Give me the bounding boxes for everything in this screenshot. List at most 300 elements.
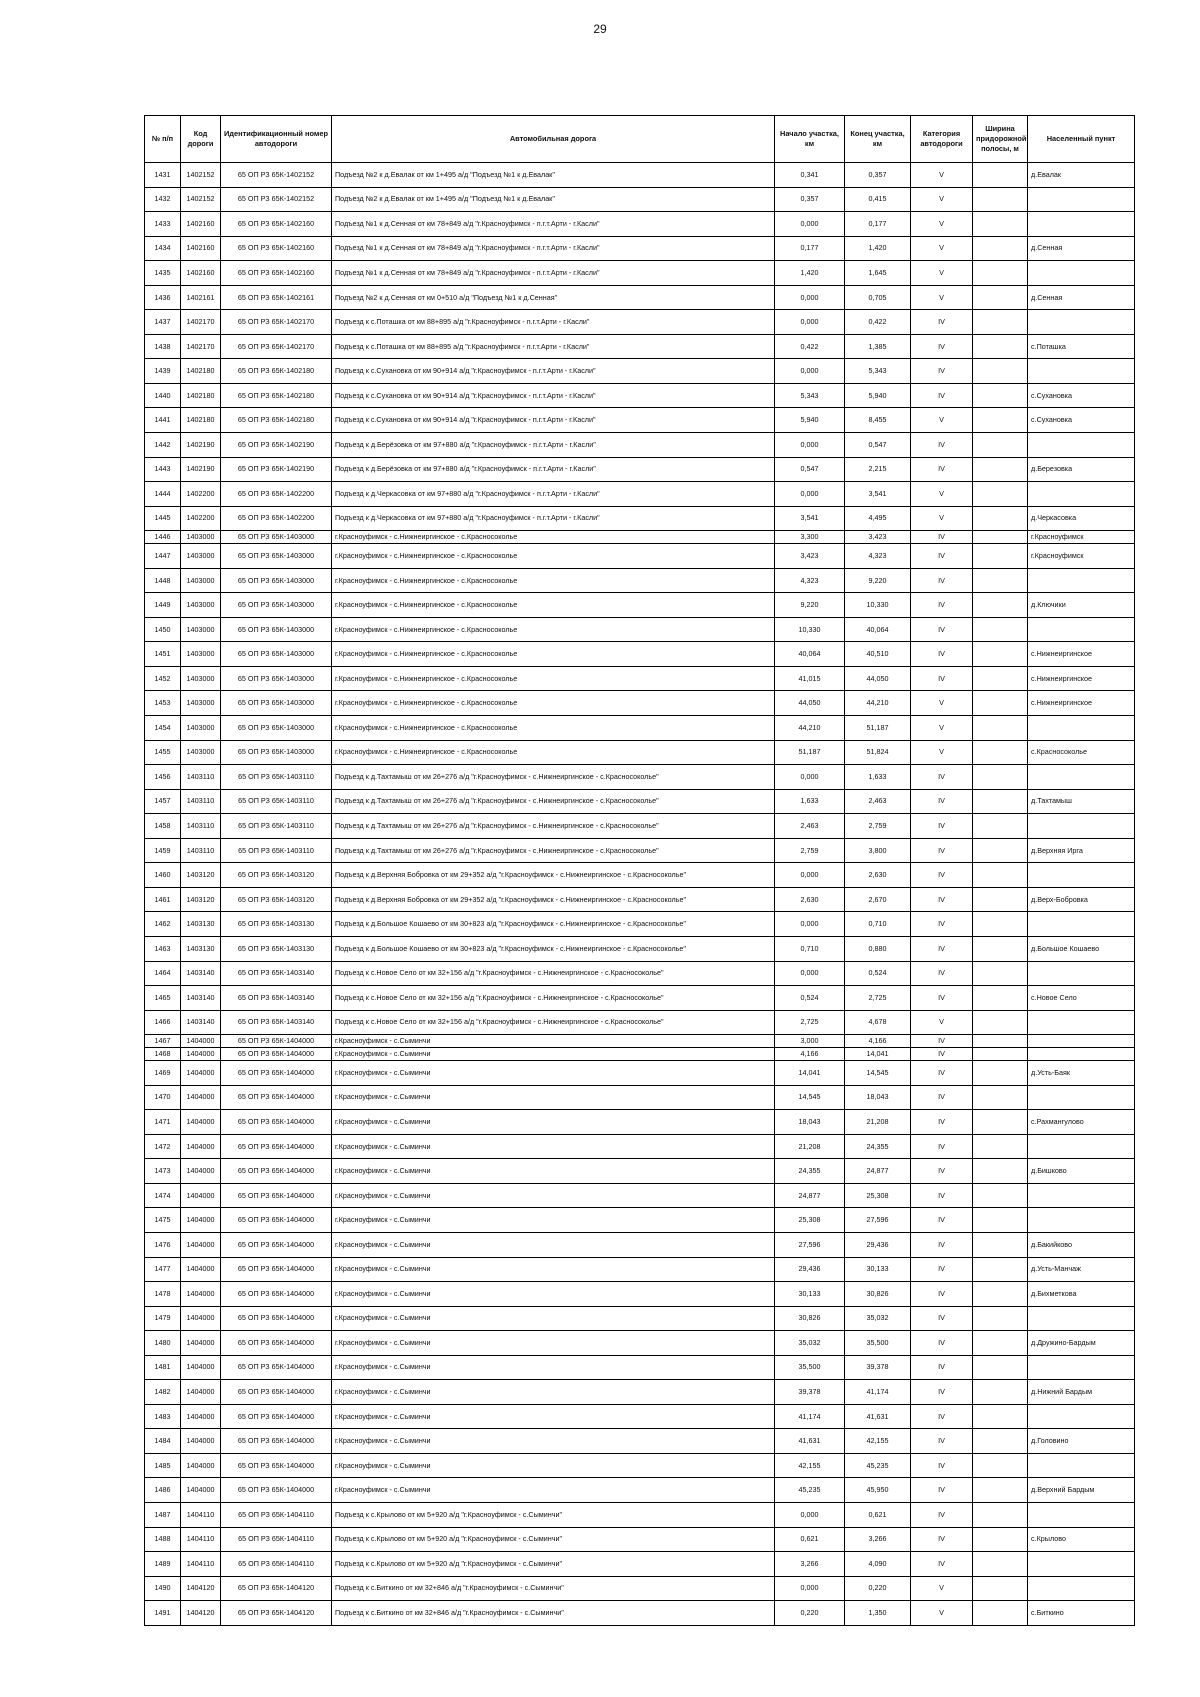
cell-category: IV	[911, 912, 973, 937]
cell-settlement: с.Сухановка	[1028, 383, 1135, 408]
cell-row-number: 1444	[145, 482, 181, 507]
cell-settlement	[1028, 310, 1135, 335]
cell-road-id: 65 ОП РЗ 65К-1404000	[221, 1110, 332, 1135]
cell-road-id: 65 ОП РЗ 65К-1403000	[221, 617, 332, 642]
cell-road-code: 1404000	[181, 1232, 221, 1257]
cell-road-name: г.Красноуфимск - с.Сыминчи	[332, 1048, 775, 1061]
cell-row-number: 1459	[145, 838, 181, 863]
cell-road-id: 65 ОП РЗ 65К-1404000	[221, 1085, 332, 1110]
table-row	[145, 1502, 1135, 1527]
cell-row-number: 1434	[145, 236, 181, 261]
cell-row-number: 1436	[145, 285, 181, 310]
cell-road-id: 65 ОП РЗ 65К-1404000	[221, 1257, 332, 1282]
cell-road-id: 65 ОП РЗ 65К-1403000	[221, 593, 332, 618]
cell-start-km: 2,725	[775, 1010, 845, 1035]
cell-row-number: 1461	[145, 887, 181, 912]
cell-road-id: 65 ОП РЗ 65К-1403110	[221, 838, 332, 863]
cell-road-code: 1404000	[181, 1048, 221, 1061]
cell-road-code: 1403000	[181, 531, 221, 544]
table-row	[145, 212, 1135, 237]
cell-settlement	[1028, 1208, 1135, 1233]
cell-road-code: 1404000	[181, 1453, 221, 1478]
cell-road-id: 65 ОП РЗ 65К-1404000	[221, 1355, 332, 1380]
table-row	[145, 716, 1135, 741]
cell-settlement: д.Верхняя Ирга	[1028, 838, 1135, 863]
cell-category: IV	[911, 1453, 973, 1478]
cell-row-number: 1480	[145, 1331, 181, 1356]
cell-road-code: 1404000	[181, 1478, 221, 1503]
cell-end-km: 3,423	[845, 531, 911, 544]
cell-road-code: 1402152	[181, 187, 221, 212]
cell-road-code: 1403110	[181, 789, 221, 814]
cell-roadside-width	[973, 1331, 1028, 1356]
cell-row-number: 1432	[145, 187, 181, 212]
cell-road-code: 1404000	[181, 1306, 221, 1331]
cell-settlement: с.Новое Село	[1028, 986, 1135, 1011]
cell-row-number: 1449	[145, 593, 181, 618]
cell-road-name: Подъезд к д.Берёзовка от км 97+880 а/д "г.Красноуфимск - п.г.т.Арти - г.Касли"	[332, 433, 775, 458]
cell-road-code: 1403130	[181, 912, 221, 937]
cell-end-km: 1,385	[845, 334, 911, 359]
cell-start-km: 0,000	[775, 1576, 845, 1601]
cell-roadside-width	[973, 1048, 1028, 1061]
cell-road-name: Подъезд №1 к д.Сенная от км 78+849 а/д "г.Красноуфимск - п.г.т.Арти - г.Касли"	[332, 236, 775, 261]
cell-category: IV	[911, 1208, 973, 1233]
cell-end-km: 2,630	[845, 863, 911, 888]
cell-category: V	[911, 285, 973, 310]
cell-road-code: 1403120	[181, 863, 221, 888]
cell-category: IV	[911, 961, 973, 986]
table-header-row	[145, 116, 1135, 163]
cell-start-km: 2,463	[775, 814, 845, 839]
cell-start-km: 35,500	[775, 1355, 845, 1380]
cell-end-km: 0,547	[845, 433, 911, 458]
cell-road-name: г.Красноуфимск - с.Сыминчи	[332, 1478, 775, 1503]
table-row	[145, 310, 1135, 335]
cell-end-km: 0,177	[845, 212, 911, 237]
cell-roadside-width	[973, 1355, 1028, 1380]
cell-road-code: 1403120	[181, 887, 221, 912]
cell-category: IV	[911, 383, 973, 408]
cell-start-km: 3,000	[775, 1035, 845, 1048]
cell-row-number: 1490	[145, 1576, 181, 1601]
cell-settlement: д.Усть-Баяк	[1028, 1061, 1135, 1086]
cell-settlement: д.Бакийково	[1028, 1232, 1135, 1257]
cell-start-km: 0,710	[775, 936, 845, 961]
table-row	[145, 544, 1135, 569]
cell-roadside-width	[973, 236, 1028, 261]
cell-road-code: 1404000	[181, 1429, 221, 1454]
cell-end-km: 44,210	[845, 691, 911, 716]
cell-row-number: 1478	[145, 1282, 181, 1307]
cell-start-km: 27,596	[775, 1232, 845, 1257]
cell-start-km: 25,308	[775, 1208, 845, 1233]
cell-category: IV	[911, 433, 973, 458]
table-row	[145, 1527, 1135, 1552]
table-row	[145, 1048, 1135, 1061]
cell-start-km: 3,541	[775, 506, 845, 531]
cell-end-km: 10,330	[845, 593, 911, 618]
cell-row-number: 1475	[145, 1208, 181, 1233]
cell-road-id: 65 ОП РЗ 65К-1402152	[221, 163, 332, 188]
cell-start-km: 2,759	[775, 838, 845, 863]
cell-road-name: Подъезд к д.Берёзовка от км 97+880 а/д "г.Красноуфимск - п.г.т.Арти - г.Касли"	[332, 457, 775, 482]
cell-end-km: 40,064	[845, 617, 911, 642]
cell-roadside-width	[973, 1478, 1028, 1503]
table-row	[145, 457, 1135, 482]
cell-road-id: 65 ОП РЗ 65К-1404000	[221, 1429, 332, 1454]
cell-roadside-width	[973, 1183, 1028, 1208]
cell-end-km: 45,950	[845, 1478, 911, 1503]
cell-road-name: г.Красноуфимск - с.Нижнеиргинское - с.Красносоколье	[332, 666, 775, 691]
table-row	[145, 1085, 1135, 1110]
cell-end-km: 0,710	[845, 912, 911, 937]
cell-road-code: 1403000	[181, 593, 221, 618]
cell-start-km: 21,208	[775, 1134, 845, 1159]
cell-end-km: 44,050	[845, 666, 911, 691]
cell-roadside-width	[973, 1380, 1028, 1405]
cell-settlement: д.Березовка	[1028, 457, 1135, 482]
cell-row-number: 1477	[145, 1257, 181, 1282]
cell-roadside-width	[973, 531, 1028, 544]
cell-road-name: Подъезд к с.Новое Село от км 32+156 а/д "г.Красноуфимск - с.Нижнеиргинское - с.Красносоколье"	[332, 986, 775, 1011]
cell-row-number: 1479	[145, 1306, 181, 1331]
cell-road-name: г.Красноуфимск - с.Нижнеиргинское - с.Красносоколье	[332, 531, 775, 544]
cell-end-km: 29,436	[845, 1232, 911, 1257]
cell-row-number: 1466	[145, 1010, 181, 1035]
cell-settlement: с.Нижнеиргинское	[1028, 642, 1135, 667]
cell-end-km: 0,220	[845, 1576, 911, 1601]
cell-road-code: 1404110	[181, 1527, 221, 1552]
cell-road-id: 65 ОП РЗ 65К-1403130	[221, 912, 332, 937]
cell-end-km: 2,725	[845, 986, 911, 1011]
cell-row-number: 1431	[145, 163, 181, 188]
cell-start-km: 0,000	[775, 863, 845, 888]
cell-end-km: 4,090	[845, 1552, 911, 1577]
cell-road-code: 1403000	[181, 642, 221, 667]
table-row	[145, 236, 1135, 261]
table-body	[145, 163, 1135, 1626]
cell-start-km: 30,826	[775, 1306, 845, 1331]
cell-row-number: 1463	[145, 936, 181, 961]
cell-end-km: 2,215	[845, 457, 911, 482]
cell-settlement: д.Ключики	[1028, 593, 1135, 618]
cell-road-name: Подъезд к с.Сухановка от км 90+914 а/д "г.Красноуфимск - п.г.т.Арти - г.Касли"	[332, 383, 775, 408]
cell-roadside-width	[973, 1552, 1028, 1577]
cell-road-name: г.Красноуфимск - с.Нижнеиргинское - с.Красносоколье	[332, 617, 775, 642]
cell-road-code: 1402190	[181, 433, 221, 458]
table-row	[145, 691, 1135, 716]
cell-start-km: 0,422	[775, 334, 845, 359]
cell-settlement	[1028, 1552, 1135, 1577]
cell-row-number: 1454	[145, 716, 181, 741]
cell-road-id: 65 ОП РЗ 65К-1402200	[221, 482, 332, 507]
cell-settlement	[1028, 1355, 1135, 1380]
cell-end-km: 0,705	[845, 285, 911, 310]
header-category: Категория автодороги	[911, 116, 973, 163]
cell-row-number: 1465	[145, 986, 181, 1011]
cell-category: IV	[911, 1552, 973, 1577]
cell-category: IV	[911, 642, 973, 667]
cell-road-name: Подъезд к д.Черкасовка от км 97+880 а/д "г.Красноуфимск - п.г.т.Арти - г.Касли"	[332, 506, 775, 531]
cell-category: IV	[911, 457, 973, 482]
cell-start-km: 42,155	[775, 1453, 845, 1478]
cell-settlement	[1028, 261, 1135, 286]
cell-end-km: 4,323	[845, 544, 911, 569]
cell-settlement: д.Верх-Бобровка	[1028, 887, 1135, 912]
cell-road-id: 65 ОП РЗ 65К-1404000	[221, 1159, 332, 1184]
table-row	[145, 1257, 1135, 1282]
cell-road-code: 1404000	[181, 1355, 221, 1380]
cell-road-id: 65 ОП РЗ 65К-1403000	[221, 666, 332, 691]
cell-roadside-width	[973, 666, 1028, 691]
cell-road-code: 1403140	[181, 1010, 221, 1035]
cell-road-name: Подъезд №2 к д.Евалак от км 1+495 а/д "Подъезд №1 к д.Евалак"	[332, 163, 775, 188]
cell-end-km: 14,545	[845, 1061, 911, 1086]
cell-roadside-width	[973, 433, 1028, 458]
cell-road-name: г.Красноуфимск - с.Сыминчи	[332, 1159, 775, 1184]
cell-roadside-width	[973, 961, 1028, 986]
table-row	[145, 814, 1135, 839]
cell-row-number: 1470	[145, 1085, 181, 1110]
cell-start-km: 30,133	[775, 1282, 845, 1307]
cell-road-code: 1404120	[181, 1601, 221, 1626]
cell-roadside-width	[973, 887, 1028, 912]
table-row	[145, 740, 1135, 765]
cell-start-km: 0,621	[775, 1527, 845, 1552]
cell-settlement: д.Усть-Манчаж	[1028, 1257, 1135, 1282]
cell-category: IV	[911, 1159, 973, 1184]
cell-roadside-width	[973, 789, 1028, 814]
cell-road-code: 1403000	[181, 568, 221, 593]
cell-roadside-width	[973, 1404, 1028, 1429]
cell-start-km: 4,166	[775, 1048, 845, 1061]
cell-roadside-width	[973, 642, 1028, 667]
cell-end-km: 1,350	[845, 1601, 911, 1626]
cell-road-name: г.Красноуфимск - с.Сыминчи	[332, 1061, 775, 1086]
cell-row-number: 1441	[145, 408, 181, 433]
cell-row-number: 1473	[145, 1159, 181, 1184]
cell-road-name: Подъезд к д.Тахтамыш от км 26+276 а/д "г.Красноуфимск - с.Нижнеиргинское - с.Красносоколье"	[332, 765, 775, 790]
cell-settlement: д.Тахтамыш	[1028, 789, 1135, 814]
cell-settlement	[1028, 1404, 1135, 1429]
cell-roadside-width	[973, 986, 1028, 1011]
cell-end-km: 4,495	[845, 506, 911, 531]
cell-road-name: Подъезд №1 к д.Сенная от км 78+849 а/д "г.Красноуфимск - п.г.т.Арти - г.Касли"	[332, 212, 775, 237]
cell-category: IV	[911, 1232, 973, 1257]
cell-road-code: 1403000	[181, 544, 221, 569]
cell-start-km: 41,015	[775, 666, 845, 691]
cell-road-name: г.Красноуфимск - с.Сыминчи	[332, 1134, 775, 1159]
cell-road-code: 1404110	[181, 1502, 221, 1527]
cell-row-number: 1488	[145, 1527, 181, 1552]
cell-category: IV	[911, 531, 973, 544]
table-row	[145, 642, 1135, 667]
cell-settlement	[1028, 568, 1135, 593]
cell-end-km: 41,631	[845, 1404, 911, 1429]
cell-road-id: 65 ОП РЗ 65К-1402180	[221, 408, 332, 433]
cell-settlement	[1028, 1576, 1135, 1601]
cell-row-number: 1450	[145, 617, 181, 642]
cell-road-code: 1403140	[181, 961, 221, 986]
cell-row-number: 1438	[145, 334, 181, 359]
table-row	[145, 1110, 1135, 1135]
cell-category: V	[911, 261, 973, 286]
table-row	[145, 887, 1135, 912]
table-row	[145, 261, 1135, 286]
cell-roadside-width	[973, 740, 1028, 765]
cell-road-code: 1404110	[181, 1552, 221, 1577]
table-row	[145, 1183, 1135, 1208]
cell-road-name: Подъезд к с.Биткино от км 32+846 а/д "г.Красноуфимск - с.Сыминчи"	[332, 1601, 775, 1626]
cell-road-name: Подъезд №2 к д.Евалак от км 1+495 а/д "Подъезд №1 к д.Евалак"	[332, 187, 775, 212]
cell-row-number: 1489	[145, 1552, 181, 1577]
table-row	[145, 1478, 1135, 1503]
cell-category: IV	[911, 544, 973, 569]
cell-settlement	[1028, 912, 1135, 937]
cell-road-id: 65 ОП РЗ 65К-1404000	[221, 1134, 332, 1159]
cell-row-number: 1440	[145, 383, 181, 408]
cell-start-km: 0,524	[775, 986, 845, 1011]
cell-road-id: 65 ОП РЗ 65К-1403140	[221, 986, 332, 1011]
cell-road-name: Подъезд к с.Крылово от км 5+920 а/д "г.Красноуфимск - с.Сыминчи"	[332, 1527, 775, 1552]
cell-end-km: 30,826	[845, 1282, 911, 1307]
header-road-code: Код дороги	[181, 116, 221, 163]
cell-road-code: 1403000	[181, 666, 221, 691]
cell-road-id: 65 ОП РЗ 65К-1402180	[221, 359, 332, 384]
table-row	[145, 1134, 1135, 1159]
table-row	[145, 1010, 1135, 1035]
table-row	[145, 1159, 1135, 1184]
cell-category: IV	[911, 789, 973, 814]
cell-row-number: 1484	[145, 1429, 181, 1454]
cell-roadside-width	[973, 163, 1028, 188]
cell-road-name: г.Красноуфимск - с.Сыминчи	[332, 1085, 775, 1110]
cell-road-name: Подъезд к с.Поташка от км 88+895 а/д "г.Красноуфимск - п.г.т.Арти - г.Касли"	[332, 334, 775, 359]
cell-roadside-width	[973, 1601, 1028, 1626]
cell-settlement: д.Сенная	[1028, 236, 1135, 261]
cell-end-km: 0,524	[845, 961, 911, 986]
cell-settlement	[1028, 1035, 1135, 1048]
cell-start-km: 0,000	[775, 212, 845, 237]
cell-start-km: 18,043	[775, 1110, 845, 1135]
cell-start-km: 5,940	[775, 408, 845, 433]
cell-road-name: Подъезд к с.Биткино от км 32+846 а/д "г.Красноуфимск - с.Сыминчи"	[332, 1576, 775, 1601]
cell-road-code: 1404000	[181, 1183, 221, 1208]
cell-start-km: 0,547	[775, 457, 845, 482]
cell-row-number: 1446	[145, 531, 181, 544]
cell-roadside-width	[973, 1429, 1028, 1454]
cell-settlement	[1028, 961, 1135, 986]
cell-end-km: 0,357	[845, 163, 911, 188]
cell-road-code: 1402170	[181, 334, 221, 359]
cell-end-km: 1,645	[845, 261, 911, 286]
table-row	[145, 285, 1135, 310]
cell-road-id: 65 ОП РЗ 65К-1404000	[221, 1035, 332, 1048]
cell-road-name: Подъезд к с.Новое Село от км 32+156 а/д "г.Красноуфимск - с.Нижнеиргинское - с.Красносоколье"	[332, 961, 775, 986]
cell-end-km: 3,800	[845, 838, 911, 863]
table-row	[145, 1576, 1135, 1601]
cell-start-km: 0,357	[775, 187, 845, 212]
cell-road-code: 1404000	[181, 1159, 221, 1184]
cell-end-km: 24,355	[845, 1134, 911, 1159]
cell-category: IV	[911, 863, 973, 888]
cell-road-id: 65 ОП РЗ 65К-1403110	[221, 814, 332, 839]
cell-road-name: Подъезд к с.Поташка от км 88+895 а/д "г.Красноуфимск - п.г.т.Арти - г.Касли"	[332, 310, 775, 335]
cell-end-km: 27,596	[845, 1208, 911, 1233]
cell-row-number: 1462	[145, 912, 181, 937]
cell-roadside-width	[973, 716, 1028, 741]
header-settlement: Населенный пункт	[1028, 116, 1135, 163]
cell-road-id: 65 ОП РЗ 65К-1404000	[221, 1306, 332, 1331]
cell-roadside-width	[973, 334, 1028, 359]
cell-road-id: 65 ОП РЗ 65К-1403140	[221, 1010, 332, 1035]
cell-category: IV	[911, 1429, 973, 1454]
cell-category: IV	[911, 1183, 973, 1208]
header-row-number: № п/п	[145, 116, 181, 163]
table-row	[145, 1232, 1135, 1257]
cell-row-number: 1442	[145, 433, 181, 458]
cell-roadside-width	[973, 568, 1028, 593]
cell-settlement	[1028, 1048, 1135, 1061]
table-row	[145, 568, 1135, 593]
cell-road-code: 1404000	[181, 1061, 221, 1086]
cell-category: IV	[911, 1061, 973, 1086]
table-row	[145, 187, 1135, 212]
cell-road-name: Подъезд к д.Тахтамыш от км 26+276 а/д "г.Красноуфимск - с.Нижнеиргинское - с.Красносоколье"	[332, 789, 775, 814]
cell-road-code: 1404000	[181, 1110, 221, 1135]
table-row	[145, 593, 1135, 618]
cell-road-code: 1404000	[181, 1085, 221, 1110]
cell-category: IV	[911, 1355, 973, 1380]
table-row	[145, 1404, 1135, 1429]
cell-road-id: 65 ОП РЗ 65К-1404110	[221, 1502, 332, 1527]
cell-category: IV	[911, 359, 973, 384]
cell-category: IV	[911, 1478, 973, 1503]
cell-road-name: г.Красноуфимск - с.Нижнеиргинское - с.Красносоколье	[332, 593, 775, 618]
cell-road-code: 1403140	[181, 986, 221, 1011]
cell-roadside-width	[973, 912, 1028, 937]
cell-road-id: 65 ОП РЗ 65К-1403130	[221, 936, 332, 961]
table-row	[145, 838, 1135, 863]
cell-road-id: 65 ОП РЗ 65К-1402160	[221, 236, 332, 261]
cell-settlement: д.Нижний Бардым	[1028, 1380, 1135, 1405]
cell-road-name: г.Красноуфимск - с.Сыминчи	[332, 1380, 775, 1405]
cell-row-number: 1468	[145, 1048, 181, 1061]
cell-road-id: 65 ОП РЗ 65К-1404120	[221, 1601, 332, 1626]
cell-road-name: Подъезд к д.Большое Кошаево от км 30+823 а/д "г.Красноуфимск - с.Нижнеиргинское - с.Красносоколье"	[332, 936, 775, 961]
cell-end-km: 42,155	[845, 1429, 911, 1454]
cell-road-name: г.Красноуфимск - с.Нижнеиргинское - с.Красносоколье	[332, 691, 775, 716]
cell-road-id: 65 ОП РЗ 65К-1402160	[221, 261, 332, 286]
cell-settlement	[1028, 617, 1135, 642]
header-road-name: Автомобильная дорога	[332, 116, 775, 163]
cell-road-id: 65 ОП РЗ 65К-1403000	[221, 544, 332, 569]
cell-row-number: 1457	[145, 789, 181, 814]
table-row	[145, 1282, 1135, 1307]
cell-settlement: д.Большое Кошаево	[1028, 936, 1135, 961]
cell-road-id: 65 ОП РЗ 65К-1404000	[221, 1453, 332, 1478]
cell-roadside-width	[973, 285, 1028, 310]
cell-settlement: с.Сухановка	[1028, 408, 1135, 433]
cell-road-id: 65 ОП РЗ 65К-1404000	[221, 1061, 332, 1086]
cell-road-name: г.Красноуфимск - с.Сыминчи	[332, 1282, 775, 1307]
cell-category: IV	[911, 1502, 973, 1527]
cell-road-name: г.Красноуфимск - с.Сыминчи	[332, 1183, 775, 1208]
cell-road-id: 65 ОП РЗ 65К-1404000	[221, 1380, 332, 1405]
cell-road-code: 1402180	[181, 383, 221, 408]
cell-road-code: 1403110	[181, 838, 221, 863]
